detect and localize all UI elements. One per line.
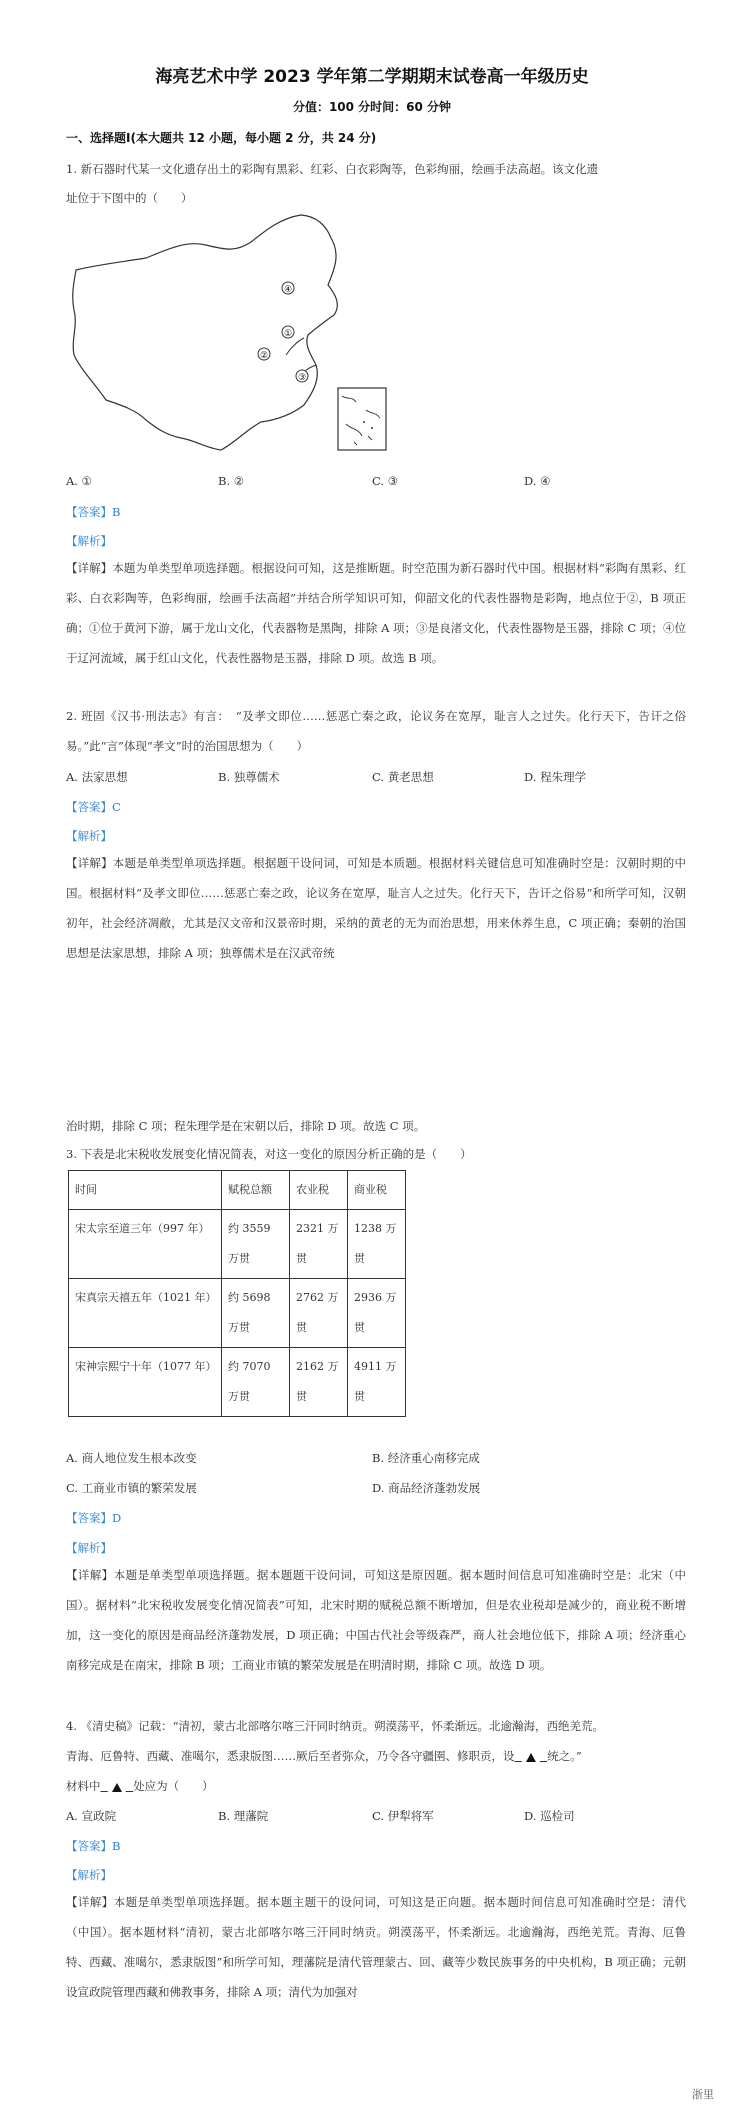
map-label-4: ④	[283, 285, 293, 295]
triangle-icon	[526, 1753, 536, 1762]
south-china-sea-inset	[338, 388, 386, 450]
q4-answer: 【答案】B	[66, 1839, 121, 1853]
q4-option-b[interactable]: B. 理藩院	[218, 1809, 269, 1823]
table-cell: 4911 万贯	[348, 1348, 406, 1417]
q2-analysis: 【解析】	[66, 829, 112, 843]
q3-option-b[interactable]: B. 经济重心南移完成	[372, 1451, 480, 1465]
map-label-3: ③	[297, 373, 307, 383]
q4-stem-line2-part1: 青海、厄鲁特、西藏、准噶尔，悉隶版图……厥后至者弥众，乃令各守疆圉、修职贡，设	[66, 1749, 515, 1763]
q1-option-a[interactable]: A. ①	[66, 474, 92, 488]
triangle-icon	[112, 1783, 122, 1792]
q4-option-d[interactable]: D. 巡检司	[524, 1809, 575, 1823]
q3-option-a[interactable]: A. 商人地位发生根本改变	[66, 1451, 197, 1465]
q2-answer: 【答案】C	[66, 800, 121, 814]
q4-stem-line2	[66, 1748, 582, 1764]
exam-title: 海亮艺术中学 2023 学年第二学期期末试卷高一年级历史	[155, 67, 589, 87]
table-header-cell: 农业税	[290, 1171, 348, 1210]
q4-stem-line2-part2: 统之。”	[547, 1749, 582, 1763]
table-cell: 约 3559 万贯	[222, 1210, 290, 1279]
q1-option-b[interactable]: B. ②	[218, 474, 245, 488]
q4-blank-ref	[101, 1779, 134, 1793]
q1-detail: 【详解】本题为单类型单项选择题。根据设问可知，这是推断题。时空范围为新石器时代中国。根据材料“彩陶有黑彩、红彩、白衣彩陶等，色彩绚丽，绘画手法高超”并结合所学知识可知，仰韶文化的代表性器物是彩陶，地点位于②，B 项正确；①位于黄河下游，属于龙山文化，代表器物是黑陶，排除 A 项；③是良渚文化，代表性器物是玉器，排除 C 项；④位于辽河流域，属于红山文化，代表性器物是玉器，排除 D 项。故选 B 项。	[66, 561, 686, 665]
q4-option-c[interactable]: C. 伊犁将军	[372, 1809, 434, 1823]
table-cell: 2162 万贯	[290, 1348, 348, 1417]
table-header-cell: 商业税	[348, 1171, 406, 1210]
china-map	[66, 210, 406, 460]
q4-detail: 【详解】本题是单类型单项选择题。据本题主题干的设问词，可知这是正向题。据本题时间信息可知准确时空是：清代（中国）。据本题材料“清初，蒙古北部喀尔喀三汗同时纳贡。朔漠荡平，怀柔渐远。北逾瀚海，西绝羌荒。青海、厄鲁特、西藏、准噶尔，悉隶版图”和所学可知，理藩院是清代管理蒙古、回、藏等少数民族事务的中央机构，B 项正确；元朝设宣政院管理西藏和佛教事务，排除 A 项；清代为加强对	[66, 1895, 686, 1999]
q1-answer: 【答案】B	[66, 505, 121, 519]
table-row	[69, 1348, 406, 1417]
table-row	[69, 1210, 406, 1279]
map-marker-1	[282, 326, 294, 339]
tax-table	[68, 1170, 406, 1417]
q1-stem-line2: 址位于下图中的（ ）	[66, 191, 193, 205]
q1-stem-line1: 1. 新石器时代某一文化遗存出土的彩陶有黑彩、红彩、白衣彩陶等，色彩绚丽，绘画手法高超。该文化遗	[66, 162, 599, 176]
q2-option-a[interactable]: A. 法家思想	[66, 770, 128, 784]
q3-option-d[interactable]: D. 商品经济蓬勃发展	[372, 1481, 481, 1495]
q3-detail: 【详解】本题是单类型单项选择题。据本题题干设问词，可知这是原因题。据本题时间信息可知准确时空是：北宋（中国）。据材料“北宋税收发展变化情况简表”可知，北宋时期的赋税总额不断增加，但是农业税却是减少的，商业税不断增加，这一变化的原因是商品经济蓬勃发展，D 项正确；中国古代社会等级森严，商人社会地位低下，排除 A 项；经济重心南移完成是在南宋，排除 B 项；工商业市镇的繁荣发展是在明清时期，排除 C 项。故选 D 项。	[66, 1568, 686, 1672]
table-header-cell: 时间	[69, 1171, 222, 1210]
map-marker-3	[296, 370, 308, 383]
table-row	[69, 1279, 406, 1348]
q1-option-d[interactable]: D. ④	[524, 474, 551, 488]
q2-option-c[interactable]: C. 黄老思想	[372, 770, 434, 784]
map-marker-2	[258, 348, 270, 361]
q3-stem: 3. 下表是北宋税收发展变化情况简表，对这一变化的原因分析正确的是（ ）	[66, 1147, 472, 1161]
q2-option-b[interactable]: B. 独尊儒术	[218, 770, 280, 784]
q4-analysis: 【解析】	[66, 1868, 112, 1882]
table-cell: 2762 万贯	[290, 1279, 348, 1348]
table-header-cell: 赋税总额	[222, 1171, 290, 1210]
table-cell: 宋真宗天禧五年（1021 年）	[69, 1279, 222, 1348]
table-cell: 宋太宗至道三年（997 年）	[69, 1210, 222, 1279]
q4-blank	[515, 1749, 548, 1763]
table-cell: 宋神宗熙宁十年（1077 年）	[69, 1348, 222, 1417]
q2-detail-cont: 治时期，排除 C 项；程朱理学是在宋朝以后，排除 D 项。故选 C 项。	[66, 1119, 426, 1133]
exam-subtitle: 分值：100 分时间：60 分钟	[292, 100, 452, 114]
q2-stem: 2. 班固《汉书·刑法志》有言： “及孝文即位……惩恶亡秦之政，论议务在宽厚，耻言人之过失。化行天下，告讦之俗易。”此“言”体现“孝文”时的治国思想为（ ）	[66, 709, 686, 753]
q3-answer: 【答案】D	[66, 1511, 122, 1525]
map-label-2: ②	[259, 351, 269, 361]
q1-option-c[interactable]: C. ③	[372, 474, 399, 488]
map-marker-4	[282, 282, 294, 295]
q4-stem-line3-part1: 材料中	[66, 1779, 101, 1793]
page-footer: 浙里	[692, 2088, 714, 2101]
table-header-row	[69, 1171, 406, 1210]
q4-option-a[interactable]: A. 宣政院	[66, 1809, 117, 1823]
map-label-1: ①	[283, 329, 293, 339]
q4-stem-line3-part2: 处应为（ ）	[133, 1779, 214, 1793]
china-outline	[73, 215, 338, 450]
q1-analysis: 【解析】	[66, 534, 112, 548]
q2-option-d[interactable]: D. 程朱理学	[524, 770, 587, 784]
table-cell: 1238 万贯	[348, 1210, 406, 1279]
q3-option-c[interactable]: C. 工商业市镇的繁荣发展	[66, 1481, 197, 1495]
section-heading: 一、选择题Ⅰ(本大题共 12 小题，每小题 2 分，共 24 分)	[66, 131, 377, 145]
q4-stem-line3	[66, 1778, 214, 1794]
table-cell: 约 7070 万贯	[222, 1348, 290, 1417]
q3-analysis: 【解析】	[66, 1541, 112, 1555]
table-cell: 2321 万贯	[290, 1210, 348, 1279]
table-cell: 2936 万贯	[348, 1279, 406, 1348]
table-cell: 约 5698 万贯	[222, 1279, 290, 1348]
q4-stem-line1: 4. 《清史稿》记载：“清初，蒙古北部喀尔喀三汗同时纳贡。朔漠荡平，怀柔渐远。北逾瀚海，西绝羌荒。	[66, 1719, 605, 1733]
q2-detail: 【详解】本题是单类型单项选择题。根据题干设问词，可知是本质题。根据材料关键信息可知准确时空是：汉朝时期的中国。根据材料“及孝文即位……惩恶亡秦之政，论议务在宽厚，耻言人之过失。化行天下，告讦之俗易”和所学可知，汉朝初年，社会经济凋敝，尤其是汉文帝和汉景帝时期，采纳的黄老的无为而治思想，用来休养生息，C 项正确；秦朝的治国思想是法家思想，排除 A 项；独尊儒术是在汉武帝统	[66, 856, 686, 960]
